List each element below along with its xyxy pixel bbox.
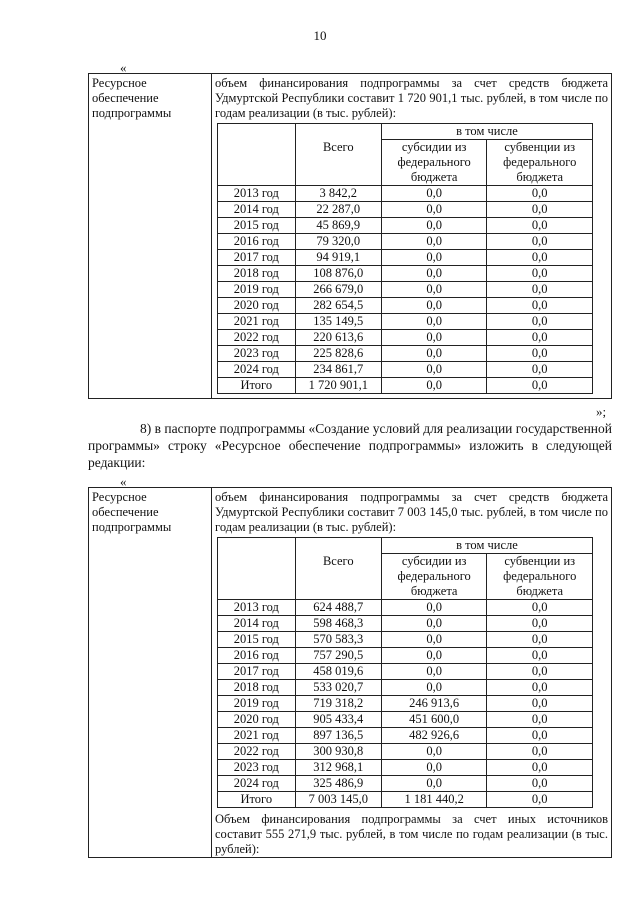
year-cell: 2018 год	[218, 680, 296, 696]
year-cell: 2022 год	[218, 330, 296, 346]
table-row	[218, 728, 593, 744]
total-cell: 1 720 901,1	[295, 378, 381, 394]
subsidy-cell: 0,0	[381, 664, 487, 680]
table-row	[218, 616, 593, 632]
year-cell: 2019 год	[218, 282, 296, 298]
total-cell: 905 433,4	[295, 712, 381, 728]
subsidy-cell: 0,0	[381, 648, 487, 664]
subsidy-cell: 0,0	[381, 680, 487, 696]
total-cell: 220 613,6	[295, 330, 381, 346]
subvention-cell: 0,0	[487, 202, 593, 218]
subsidy-cell: 0,0	[381, 234, 487, 250]
table-row	[218, 202, 593, 218]
intro-text-2: объем финансирования подпрограммы за счет средств бюджета Удмуртской Республики составит 7 003 145,0 тыс. рублей, в том числе по годам реализации (в тыс. рублей):	[215, 490, 608, 534]
year-cell: 2016 год	[218, 234, 296, 250]
resource-cell-2	[212, 488, 612, 858]
year-cell: Итого	[218, 792, 296, 808]
subsidy-cell: 0,0	[381, 314, 487, 330]
subvention-cell: 0,0	[487, 378, 593, 394]
subsidy-cell: 0,0	[381, 250, 487, 266]
subsidy-cell: 0,0	[381, 362, 487, 378]
subsidy-cell: 0,0	[381, 298, 487, 314]
table-row	[218, 744, 593, 760]
table-row	[218, 632, 593, 648]
subvention-cell: 0,0	[487, 314, 593, 330]
total-cell: 22 287,0	[295, 202, 381, 218]
subsidy-cell: 0,0	[381, 186, 487, 202]
total-cell: 458 019,6	[295, 664, 381, 680]
table-row	[218, 346, 593, 362]
subvention-cell: 0,0	[487, 234, 593, 250]
subvention-cell: 0,0	[487, 696, 593, 712]
close-quote: »;	[596, 404, 607, 419]
year-cell: 2023 год	[218, 346, 296, 362]
total-cell: 225 828,6	[295, 346, 381, 362]
subvention-cell: 0,0	[487, 664, 593, 680]
year-cell: 2024 год	[218, 776, 296, 792]
year-cell: 2020 год	[218, 712, 296, 728]
subsidy-cell: 246 913,6	[381, 696, 487, 712]
year-cell: 2014 год	[218, 202, 296, 218]
year-cell: 2017 год	[218, 250, 296, 266]
total-cell: 325 486,9	[295, 776, 381, 792]
funding-rows-1	[218, 186, 593, 394]
year-cell: 2014 год	[218, 616, 296, 632]
subvention-cell: 0,0	[487, 250, 593, 266]
subvention-cell: 0,0	[487, 186, 593, 202]
paragraph-text: в паспорте подпрограммы «Создание условий для реализации государственной программы» строку «Ресурсное обеспечение подпрограммы» изложить в следующей редакции:	[88, 421, 613, 470]
table-row	[218, 250, 593, 266]
subsidy-cell: 0,0	[381, 616, 487, 632]
paragraph-8	[88, 420, 612, 471]
subvention-cell: 0,0	[487, 266, 593, 282]
table-row	[218, 378, 593, 394]
footer-text-2: Объем финансирования подпрограммы за счет иных источников составит 555 271,9 тыс. рублей, в том числе по годам реализации (в тыс. рублей):	[215, 812, 608, 856]
total-cell: 94 919,1	[295, 250, 381, 266]
funding-table-1	[217, 123, 593, 394]
table-row	[218, 680, 593, 696]
header-group: в том числе	[381, 538, 592, 554]
subvention-cell: 0,0	[487, 744, 593, 760]
table-row	[218, 760, 593, 776]
table-row	[218, 298, 593, 314]
year-cell: 2016 год	[218, 648, 296, 664]
total-cell: 7 003 145,0	[295, 792, 381, 808]
subvention-cell: 0,0	[487, 282, 593, 298]
table-row	[218, 314, 593, 330]
subvention-cell: 0,0	[487, 600, 593, 616]
table-row	[218, 696, 593, 712]
total-cell: 282 654,5	[295, 298, 381, 314]
table-row	[218, 186, 593, 202]
resource-cell-1	[212, 74, 612, 399]
table-row	[218, 282, 593, 298]
year-cell: 2023 год	[218, 760, 296, 776]
subvention-cell: 0,0	[487, 616, 593, 632]
subvention-cell: 0,0	[487, 760, 593, 776]
year-cell: 2013 год	[218, 186, 296, 202]
subvention-cell: 0,0	[487, 728, 593, 744]
subsidy-cell: 0,0	[381, 266, 487, 282]
total-cell: 757 290,5	[295, 648, 381, 664]
subvention-cell: 0,0	[487, 680, 593, 696]
total-cell: 3 842,2	[295, 186, 381, 202]
year-cell: 2020 год	[218, 298, 296, 314]
subvention-cell: 0,0	[487, 346, 593, 362]
funding-table-2	[217, 537, 593, 808]
total-cell: 570 583,3	[295, 632, 381, 648]
resource-table-1	[88, 73, 612, 399]
subsidy-cell: 0,0	[381, 378, 487, 394]
table-row	[218, 266, 593, 282]
table-row	[218, 330, 593, 346]
page-number: 10	[313, 28, 327, 43]
subvention-cell: 0,0	[487, 362, 593, 378]
header-total: Всего	[295, 538, 381, 600]
subsidy-cell: 0,0	[381, 632, 487, 648]
total-cell: 624 488,7	[295, 600, 381, 616]
total-cell: 266 679,0	[295, 282, 381, 298]
table-row	[218, 792, 593, 808]
year-cell: 2019 год	[218, 696, 296, 712]
subsidy-cell: 0,0	[381, 744, 487, 760]
funding-rows-2	[218, 600, 593, 808]
total-cell: 533 020,7	[295, 680, 381, 696]
total-cell: 719 318,2	[295, 696, 381, 712]
header-total: Всего	[295, 124, 381, 186]
subvention-cell: 0,0	[487, 792, 593, 808]
year-cell: 2017 год	[218, 664, 296, 680]
header-year-blank	[218, 538, 296, 600]
year-cell: 2013 год	[218, 600, 296, 616]
table-row	[218, 234, 593, 250]
total-cell: 45 869,9	[295, 218, 381, 234]
year-cell: 2015 год	[218, 218, 296, 234]
table-row	[218, 218, 593, 234]
open-quote-2: «	[120, 474, 127, 489]
year-cell: 2021 год	[218, 728, 296, 744]
subsidy-cell: 482 926,6	[381, 728, 487, 744]
total-cell: 300 930,8	[295, 744, 381, 760]
table-row	[218, 600, 593, 616]
subvention-cell: 0,0	[487, 218, 593, 234]
header-subventions: субвенции из федерального бюджета	[487, 140, 593, 186]
total-cell: 79 320,0	[295, 234, 381, 250]
subsidy-cell: 0,0	[381, 776, 487, 792]
subvention-cell: 0,0	[487, 776, 593, 792]
row-label-1: Ресурсное обеспечение подпрограммы	[89, 74, 212, 399]
subvention-cell: 0,0	[487, 712, 593, 728]
total-cell: 135 149,5	[295, 314, 381, 330]
table-row	[218, 664, 593, 680]
subsidy-cell: 0,0	[381, 600, 487, 616]
year-cell: Итого	[218, 378, 296, 394]
subsidy-cell: 1 181 440,2	[381, 792, 487, 808]
header-subsidies: субсидии из федерального бюджета	[381, 554, 487, 600]
total-cell: 234 861,7	[295, 362, 381, 378]
subvention-cell: 0,0	[487, 632, 593, 648]
subvention-cell: 0,0	[487, 298, 593, 314]
table-row	[218, 362, 593, 378]
header-subsidies: субсидии из федерального бюджета	[381, 140, 487, 186]
subsidy-cell: 0,0	[381, 218, 487, 234]
header-group: в том числе	[381, 124, 592, 140]
intro-text-1: объем финансирования подпрограммы за счет средств бюджета Удмуртской Республики составит 1 720 901,1 тыс. рублей, в том числе по годам реализации (в тыс. рублей):	[215, 76, 608, 120]
subsidy-cell: 0,0	[381, 330, 487, 346]
subsidy-cell: 0,0	[381, 202, 487, 218]
subvention-cell: 0,0	[487, 330, 593, 346]
subsidy-cell: 451 600,0	[381, 712, 487, 728]
subsidy-cell: 0,0	[381, 282, 487, 298]
year-cell: 2015 год	[218, 632, 296, 648]
table-row	[218, 648, 593, 664]
subsidy-cell: 0,0	[381, 346, 487, 362]
table-row	[218, 712, 593, 728]
year-cell: 2021 год	[218, 314, 296, 330]
year-cell: 2018 год	[218, 266, 296, 282]
resource-table-2	[88, 487, 612, 858]
header-subventions: субвенции из федерального бюджета	[487, 554, 593, 600]
subsidy-cell: 0,0	[381, 760, 487, 776]
total-cell: 598 468,3	[295, 616, 381, 632]
paragraph-lead: 8)	[140, 421, 152, 436]
total-cell: 312 968,1	[295, 760, 381, 776]
year-cell: 2022 год	[218, 744, 296, 760]
total-cell: 897 136,5	[295, 728, 381, 744]
table-row	[218, 776, 593, 792]
total-cell: 108 876,0	[295, 266, 381, 282]
subvention-cell: 0,0	[487, 648, 593, 664]
open-quote-1: «	[120, 60, 127, 75]
header-year-blank	[218, 124, 296, 186]
row-label-2: Ресурсное обеспечение подпрограммы	[89, 488, 212, 858]
year-cell: 2024 год	[218, 362, 296, 378]
